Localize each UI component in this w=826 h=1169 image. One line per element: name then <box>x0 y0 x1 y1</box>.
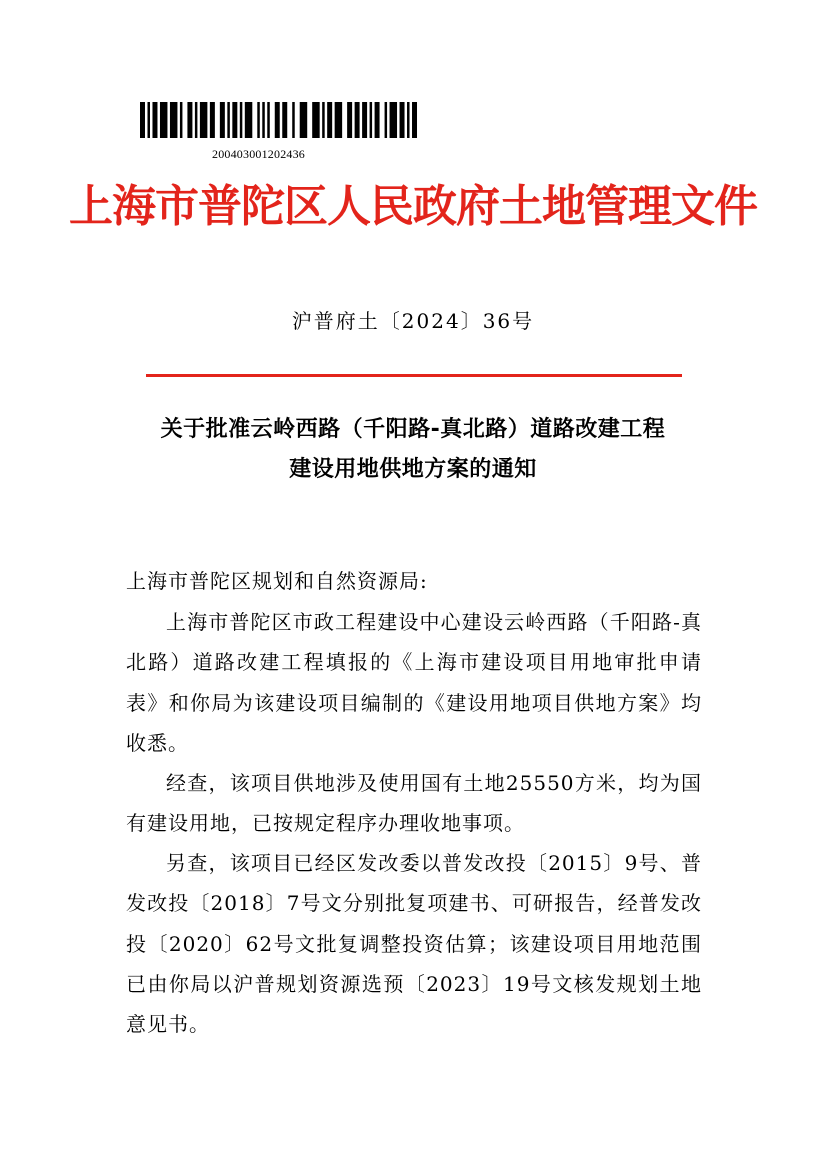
barcode-bar <box>160 102 167 138</box>
barcode-bar <box>187 102 192 138</box>
body-paragraph-3: 另查，该项目已经区发改委以普发改投〔2015〕9号、普发改投〔2018〕7号文分别批复项建书、可研报告，经普发改投〔2020〕62号文批复调整投资估算；该建设项目用地范围已由你局以沪普规划资源选预〔2023〕19号文核发规划土地意见书。 <box>126 851 702 1037</box>
barcode-bar <box>240 102 243 138</box>
barcode-bar <box>262 102 265 138</box>
barcode-bar <box>312 102 319 138</box>
barcode-bar <box>282 102 287 138</box>
notice-title-line-1: 关于批准云岭西路（千阳路-真北路）道路改建工程 <box>160 417 666 442</box>
barcode-bar <box>147 102 150 138</box>
barcode-bar <box>140 102 145 138</box>
barcode-bar <box>335 102 342 138</box>
barcode-bar <box>355 102 360 138</box>
barcode-bar <box>362 102 367 138</box>
barcode-bar <box>322 102 325 138</box>
agency-header-title: 上海市普陀区人民政府土地管理文件 <box>69 181 757 232</box>
barcode-bar <box>407 102 410 138</box>
barcode-bar <box>227 102 230 138</box>
barcode-bar <box>180 102 183 138</box>
barcode-bar <box>232 102 237 138</box>
body-paragraph-2: 经查，该项目供地涉及使用国有土地25550方米，均为国有建设用地，已按规定程序办理收地事项。 <box>126 771 702 836</box>
barcode-bar <box>292 102 295 138</box>
barcode-bar <box>385 102 388 138</box>
barcode-bar <box>412 102 417 138</box>
barcode-bar <box>170 102 177 138</box>
barcode-bar <box>200 102 207 138</box>
red-separator-rule <box>146 374 682 377</box>
barcode <box>140 102 422 138</box>
body-paragraph-1: 上海市普陀区市政工程建设中心建设云岭西路（千阳路-真北路）道路改建工程填报的《上海市建设项目用地审批申请表》和你局为该建设项目编制的《建设用地项目供地方案》均收悉。 <box>126 610 702 755</box>
barcode-bar <box>300 102 307 138</box>
document-number: 沪普府土〔2024〕36号 <box>291 309 535 333</box>
barcode-bar <box>400 102 405 138</box>
barcode-bar <box>210 102 215 138</box>
barcode-bar <box>375 102 380 138</box>
barcode-bar <box>245 102 252 138</box>
barcode-bar <box>220 102 225 138</box>
barcode-bar <box>347 102 352 138</box>
barcode-bar <box>195 102 198 138</box>
barcode-bar <box>390 102 397 138</box>
barcode-number: 200403001202436 <box>212 147 305 161</box>
barcode-bar <box>275 102 280 138</box>
notice-title-line-2: 建设用地供地方案的通知 <box>289 457 537 482</box>
barcode-bar <box>257 102 260 138</box>
barcode-bar <box>327 102 332 138</box>
salutation: 上海市普陀区规划和自然资源局: <box>126 569 428 593</box>
barcode-bar <box>267 102 270 138</box>
barcode-bar <box>370 102 373 138</box>
barcode-bar <box>152 102 157 138</box>
